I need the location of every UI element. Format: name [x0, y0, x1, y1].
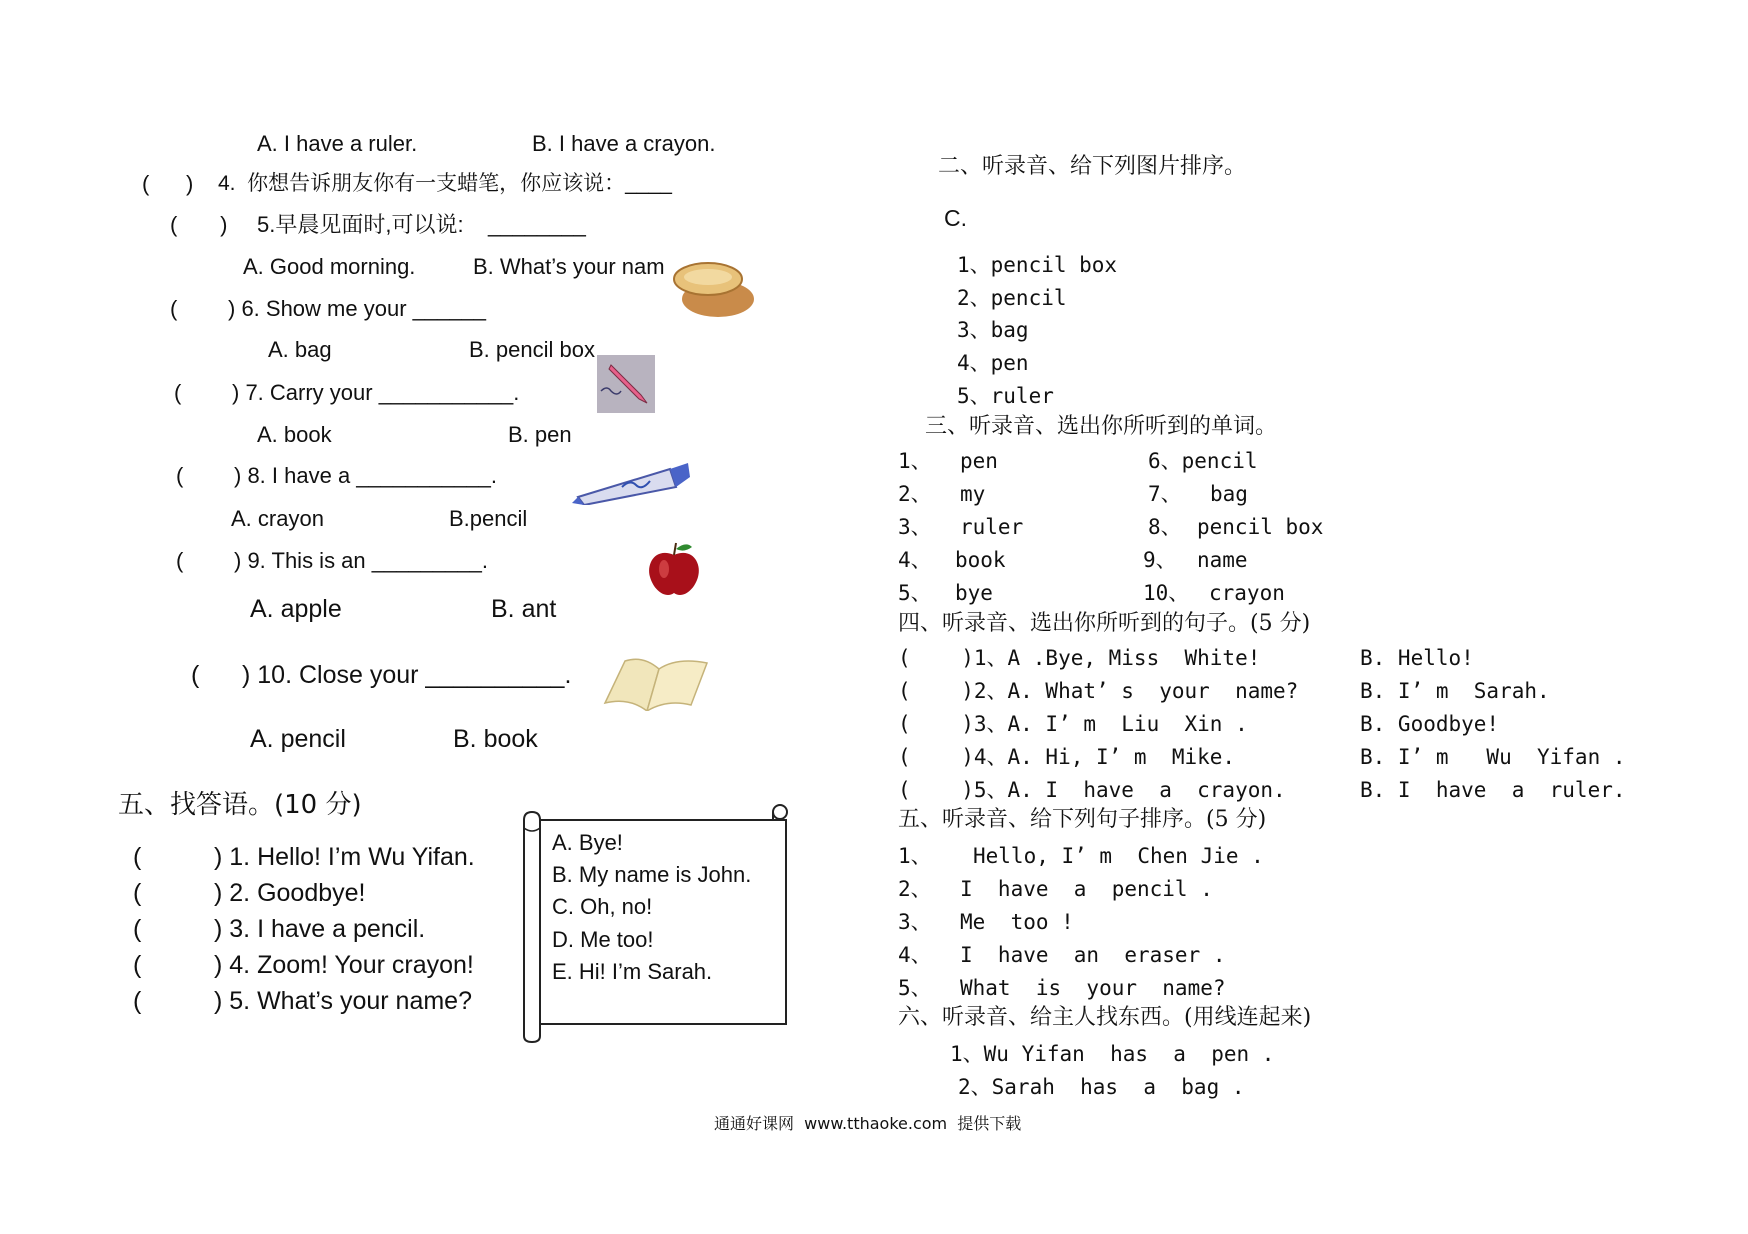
q6-paren[interactable]: (	[170, 296, 178, 321]
q5-paren[interactable]: ( )	[170, 212, 228, 237]
answer-option: A. Bye!	[552, 830, 623, 855]
list-item-paren[interactable]: (	[133, 843, 142, 871]
q7-option-a: A. book	[257, 422, 332, 447]
list-item[interactable]: ( )3、A. I’ m Liu Xin .	[898, 712, 1248, 736]
word: name	[1197, 548, 1248, 572]
list-item-paren[interactable]: (	[133, 879, 142, 907]
word: ruler	[960, 515, 1024, 539]
sec2-title: 二、听录音、给下列图片排序。	[938, 154, 1247, 179]
q10-option-b: B. book	[453, 725, 538, 753]
list-item: ) 3. I have a pencil.	[214, 915, 426, 943]
word-num: 7、	[1148, 482, 1182, 506]
list-item-num: 1、	[898, 844, 932, 868]
word: bye	[955, 581, 993, 605]
q9-option-a: A. apple	[250, 595, 342, 623]
word: 6、pencil	[1148, 449, 1258, 473]
list-item: I have a pencil .	[960, 877, 1213, 901]
table-row: 3、	[898, 515, 932, 539]
list-item: ) 4. Zoom! Your crayon!	[214, 951, 474, 979]
word-num: 8、	[1148, 515, 1182, 539]
option-b: B. I have a ruler.	[1360, 778, 1626, 802]
left-sec5-title: 五、找答语。(10 分)	[118, 790, 362, 820]
sec3-title: 三、听录音、选出你所听到的单词。	[925, 414, 1278, 439]
option-b: B. Goodbye!	[1360, 712, 1500, 736]
answer-option: B. My name is John.	[552, 862, 752, 887]
list-item: 2、pencil	[957, 286, 1067, 310]
q6-text: ) 6. Show me your ______	[228, 296, 487, 321]
q9-paren[interactable]: (	[176, 548, 184, 573]
list-item[interactable]: ( )5、A. I have a crayon.	[898, 778, 1286, 802]
list-item: 3、bag	[957, 318, 1029, 342]
list-item[interactable]: ( )1、A .Bye, Miss White!	[898, 646, 1261, 670]
sec6-title: 六、听录音、给主人找东西。(用线连起来)	[898, 1005, 1312, 1030]
q7-text: ) 7. Carry your ___________.	[232, 380, 520, 405]
q6-option-a: A. bag	[268, 337, 332, 362]
table-row: 5、	[898, 581, 932, 605]
apple-icon	[646, 541, 702, 599]
q3-option-a: A. I have a ruler.	[257, 131, 418, 156]
crayon-icon	[572, 457, 692, 505]
word: pencil box	[1197, 515, 1324, 539]
word: bag	[1210, 482, 1248, 506]
pencil-icon	[597, 355, 655, 413]
list-item: ) 5. What’s your name?	[214, 987, 472, 1015]
q10-text: ) 10. Close your __________.	[242, 661, 572, 689]
list-item: 4、pen	[957, 351, 1029, 375]
list-item[interactable]: ( )4、A. Hi, I’ m Mike.	[898, 745, 1236, 769]
list-item: 1、Wu Yifan has a pen .	[950, 1042, 1275, 1066]
q10-option-a: A. pencil	[250, 725, 346, 753]
sec4-title: 四、听录音、选出你所听到的句子。(5 分)	[898, 611, 1311, 636]
q7-option-b: B. pen	[508, 422, 572, 447]
list-item-num: 4、	[898, 943, 932, 967]
sec5-title: 五、听录音、给下列句子排序。(5 分)	[898, 807, 1267, 832]
word: pen	[960, 449, 998, 473]
table-row: 2、	[898, 482, 932, 506]
q7-paren[interactable]: (	[174, 380, 182, 405]
q8-paren[interactable]: (	[176, 463, 184, 488]
word-num: 10、	[1143, 581, 1190, 605]
list-item: I have an eraser .	[960, 943, 1226, 967]
footer-text: 通通好课网 www.tthaoke.com 提供下载	[714, 1114, 1022, 1133]
answer-option: D. Me too!	[552, 927, 654, 952]
q5-option-b: B. What’s your nam	[473, 254, 665, 279]
q10-paren[interactable]: (	[191, 661, 200, 689]
list-item-num: 5、	[898, 976, 932, 1000]
q5-text: 5.早晨见面时,可以说: ________	[257, 212, 586, 237]
q4-paren[interactable]: ( )	[142, 171, 194, 196]
q5-option-a: A. Good morning.	[243, 254, 416, 279]
list-item: 1、pencil box	[957, 253, 1118, 277]
word: book	[955, 548, 1006, 572]
list-item: ) 1. Hello! I’m Wu Yifan.	[214, 843, 475, 871]
q9-text: ) 9. This is an _________.	[234, 548, 488, 573]
q3-option-b: B. I have a crayon.	[532, 131, 716, 156]
sec2-letter: C.	[944, 205, 967, 231]
q6-option-b: B. pencil box	[469, 337, 595, 362]
list-item: Hello, I’ m Chen Jie .	[973, 844, 1264, 868]
list-item: What is your name?	[960, 976, 1226, 1000]
list-item: 5、ruler	[957, 384, 1054, 408]
q8-text: ) 8. I have a ___________.	[234, 463, 497, 488]
list-item[interactable]: ( )2、A. What’ s your name?	[898, 679, 1299, 703]
option-b: B. I’ m Wu Yifan .	[1360, 745, 1626, 769]
pencil-box-icon	[672, 257, 756, 321]
word: my	[960, 482, 986, 506]
list-item-num: 3、	[898, 910, 932, 934]
q9-option-b: B. ant	[491, 595, 557, 623]
word: crayon	[1209, 581, 1285, 605]
list-item-paren[interactable]: (	[133, 951, 142, 979]
list-item: 2、Sarah has a bag .	[958, 1075, 1245, 1099]
word-num: 9、	[1143, 548, 1177, 572]
q8-option-a: A. crayon	[231, 506, 324, 531]
table-row: 1、	[898, 449, 932, 473]
q8-option-b: B.pencil	[449, 506, 528, 531]
option-b: B. I’ m Sarah.	[1360, 679, 1550, 703]
book-icon	[603, 655, 711, 711]
list-item-num: 2、	[898, 877, 932, 901]
list-item-paren[interactable]: (	[133, 987, 142, 1015]
table-row: 4、	[898, 548, 932, 572]
answer-option: C. Oh, no!	[552, 894, 653, 919]
list-item: ) 2. Goodbye!	[214, 879, 366, 907]
list-item-paren[interactable]: (	[133, 915, 142, 943]
option-b: B. Hello!	[1360, 646, 1474, 670]
q4-text: 4. 你想告诉朋友你有一支蜡笔，你应该说：____	[218, 172, 672, 195]
list-item: Me too !	[960, 910, 1074, 934]
answer-option: E. Hi! I’m Sarah.	[552, 959, 713, 984]
